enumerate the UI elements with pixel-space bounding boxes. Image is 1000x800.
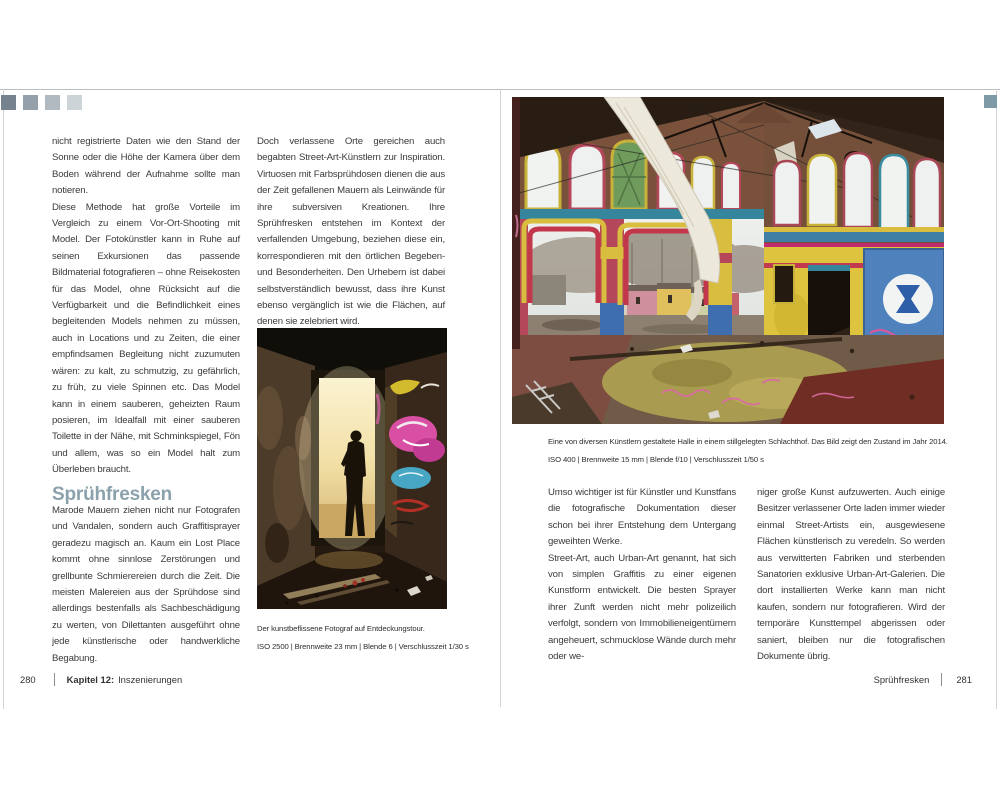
paragraph: niger große Kunst aufzuwerten. Auch einige Besitzer verlassener Orte laden immer wieder einmal Street-Artists ein, ausgewiesene Flächen künstlerisch zu veredeln. So werden aus verwitterten Fabriken und sterbenden Sanatorien exklusive Urban-Art-Galerien. Die dort installierten Werke kann man nicht kaufen, sondern nur fotografieren. Wird der temporäre Kunsttempel abgerissen oder saniert, bleiben nur die fotografischen Dokumente übrig.	[757, 487, 946, 663]
corridor-photo-exif: ISO 2500 | Brennweite 23 mm | Blende 6 | Verschlusszeit 1/30 s	[257, 641, 469, 651]
corridor-photo-illustration	[257, 328, 447, 609]
hall-photo-illustration	[512, 97, 944, 424]
running-head-section: Sprühfresken	[873, 674, 930, 685]
corridor-photo-caption: Der kunstbeflissene Fotograf auf Entdeckungstour.	[257, 624, 425, 633]
center-gutter-rule	[500, 89, 501, 707]
page-number-left: 280	[20, 674, 36, 685]
right-page-footer	[874, 672, 972, 687]
corridor-photo	[257, 328, 447, 609]
footer-chapter-title: Inszenierungen	[118, 674, 183, 685]
footer-divider	[941, 673, 942, 686]
paragraph: Marode Mauern ziehen nicht nur Fotografen und Vandalen, sondern auch Graffitisprayer geradezu magisch an. Kaum ein Lost Place kommt ohne sinnlose Zerstörungen und grellbunte Schmierereien durch die Zeit. Die meisten Malereien aus der Sprühdose sind allerdings bestenfalls als Sachbeschädigung zu werten, von Dilettanten ausgeführt ohne jede künstlerische oder handwerkliche Begabung.	[52, 505, 240, 664]
deco-square-icon	[45, 95, 60, 110]
right-page-column-2	[757, 485, 945, 665]
left-edge-rule	[3, 89, 4, 709]
footer-chapter-label: Kapitel 12:	[66, 674, 115, 685]
hall-photo-caption-block	[548, 433, 948, 468]
corner-square-icon	[984, 95, 997, 108]
right-edge-rule	[996, 89, 997, 709]
deco-square-icon	[67, 95, 82, 110]
paragraph: Doch verlassene Orte gereichen auch begabten Street-Art-Künstlern zur Inspiration. Virtuosen mit Farbsprühdosen dienen die aus der Zeit gefallenen Mauern als Leinwände für ihre subversiven Kreationen. Ihre Sprühfresken entstehen im Kontext der verfallenden Umgebung, beziehen diese ein, korrespondieren mit den örtlichen Begeben- und Besonderheiten. Den Urhebern ist dabei selbstverständlich bewusst, dass ihre Kunst ebenso vergänglich ist wie die Flächen, auf denen sie zelebriert wird.	[257, 136, 445, 328]
hall-photo	[512, 97, 944, 424]
hall-photo-exif: ISO 400 | Brennweite 15 mm | Blende f/10 | Verschlusszeit 1/50 s	[548, 454, 764, 464]
paragraph: nicht registrierte Daten wie den Stand der Sonne oder die Höhe der Kamera über dem Boden während der Aufnahme sollte man notieren.	[52, 136, 240, 197]
left-page-column-1-continued	[52, 503, 240, 667]
footer-divider	[54, 673, 55, 686]
left-page-column-2	[257, 134, 445, 331]
deco-square-icon	[23, 95, 38, 110]
section-heading: Sprühfresken	[52, 483, 173, 505]
deco-square-icon	[1, 95, 16, 110]
left-page-column-1	[52, 134, 240, 479]
hall-photo-caption: Eine von diversen Künstlern gestaltete Halle in einem stillgelegten Schlachthof. Das Bild zeigt den Zustand im Jahr 2014.	[548, 437, 948, 446]
corridor-photo-caption-block	[257, 620, 469, 655]
page-number-right: 281	[956, 674, 972, 685]
paragraph: Diese Methode hat große Vorteile im Vergleich zu einem Vor-Ort-Shooting mit Model. Der Fotokünstler kann in Ruhe auf seinen Exkursionen das passende Bildmaterial fotografieren – ohne Reisekosten für das Model, ohne Rücksicht auf die Verfügbarkeit und die Befindlichkeit eines begleitenden Models nehmen zu müssen, auch in Locations und zu Zeiten, die einer empfindsamen Begleitung nicht zuzumuten wären: zu kalt, zu schmutzig, zu gefährlich, zu früh, zu viele Spinnen etc. Das Model kann in einem sauberen, geheizten Raum posieren, im Idealfall mit einer sauberen Toilette in der Nähe, mit Schminkspiegel, Fön und allem, was so ein Model halt zum Überleben braucht.	[52, 201, 240, 476]
right-page-column-1	[548, 485, 736, 665]
paragraph: Street-Art, auch Urban-Art genannt, hat sich von simplen Graffitis zu einer eigenen Kunstform entwickelt. Die besten Sprayer ihrer Zunft werden nicht mehr polizeilich verfolgt, sondern von Immobilieneigentümern angeheuert, schmucklose Wände durch mehr oder we-	[548, 552, 736, 663]
left-page-footer	[20, 672, 182, 687]
paragraph: Umso wichtiger ist für Künstler und Kunstfans die fotografische Dokumentation dieser schon bei ihrer Entstehung dem Untergang geweihten Werke.	[548, 487, 736, 548]
